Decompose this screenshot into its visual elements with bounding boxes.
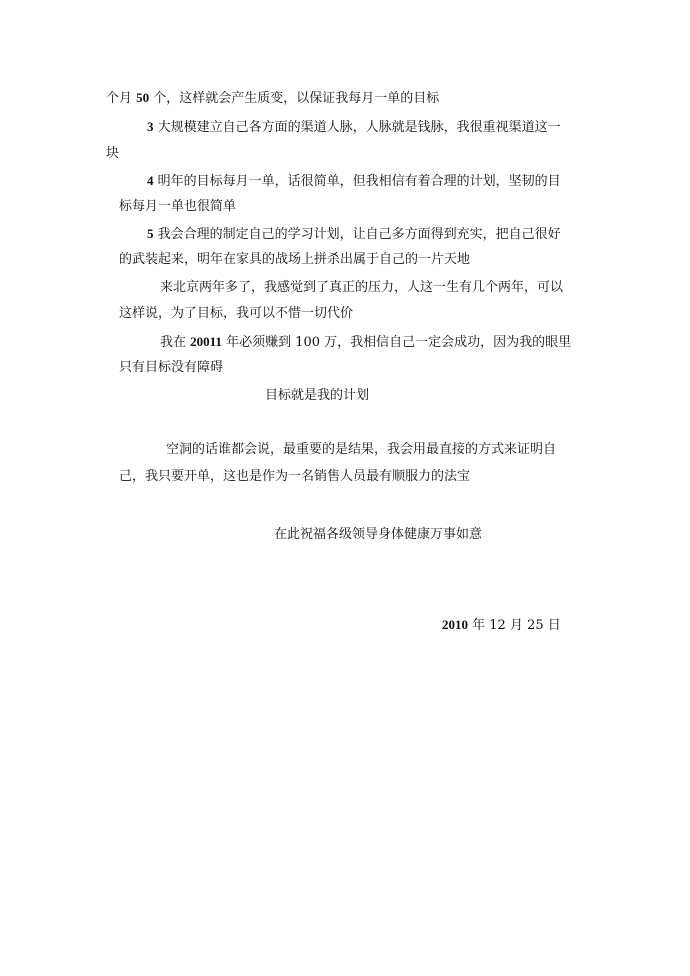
line-text: 个月 [106, 91, 137, 106]
text-line [119, 468, 470, 486]
text-line [160, 279, 563, 297]
date-line [442, 616, 561, 635]
line-text: 只有目标没有障碍 [119, 360, 224, 375]
line-number: 5 [147, 226, 154, 241]
text-line [106, 89, 439, 108]
line-number: 4 [147, 173, 154, 188]
line-text: 己，我只要开单，这也是作为一名销售人员最有顺服力的法宝 [119, 469, 471, 484]
text-line [119, 251, 470, 269]
line-text: 大规模建立自己各方面的渠道人脉，人脉就是钱脉，我很重视渠道这一 [153, 120, 561, 135]
line-text: 标每月一单也很简单 [119, 199, 237, 214]
line-text: 空洞的话谁都会说，最重要的是结果，我会用最直接的方式来证明自 [166, 442, 557, 457]
text-line [147, 118, 561, 137]
text-line [119, 305, 353, 323]
heading-line [265, 387, 369, 405]
date-year: 2010 [442, 617, 468, 632]
line-text: 明年的目标每月一单，话很简单，但我相信有着合理的计划，坚韧的目 [153, 174, 561, 189]
date-rest: 年 12 月 25 日 [468, 618, 561, 633]
line-text: 来北京两年多了，我感觉到了真正的压力，人这一生有几个两年，可以 [160, 280, 564, 295]
text-line [147, 225, 561, 244]
line-text: 在此祝福各级领导身体健康万事如意 [274, 527, 483, 542]
line-number: 3 [147, 119, 154, 134]
line-text: 目标就是我的计划 [265, 388, 370, 403]
text-line [119, 198, 236, 216]
text-line [106, 145, 119, 163]
line-text: 我在 [160, 335, 191, 350]
text-line [160, 333, 571, 352]
line-number: 50 [136, 90, 150, 105]
text-line [166, 441, 556, 459]
line-text: 我会合理的制定自己的学习计划，让自己多方面得到充实，把自己很好 [153, 227, 561, 242]
line-text: 这样说，为了目标，我可以不惜一切代价 [119, 306, 354, 321]
text-line [147, 172, 561, 191]
line-text: 块 [106, 146, 120, 161]
text-line [119, 359, 223, 377]
blessing-line [274, 526, 482, 544]
line-text: 个，这样就会产生质变，以保证我每月一单的目标 [149, 91, 440, 106]
line-text: 的武装起来，明年在家具的战场上拼杀出属于自己的一片天地 [119, 252, 471, 267]
line-number: 20011 [190, 334, 222, 349]
line-text: 年必须赚到 100 万，我相信自己一定会成功，因为我的眼里 [221, 335, 572, 350]
